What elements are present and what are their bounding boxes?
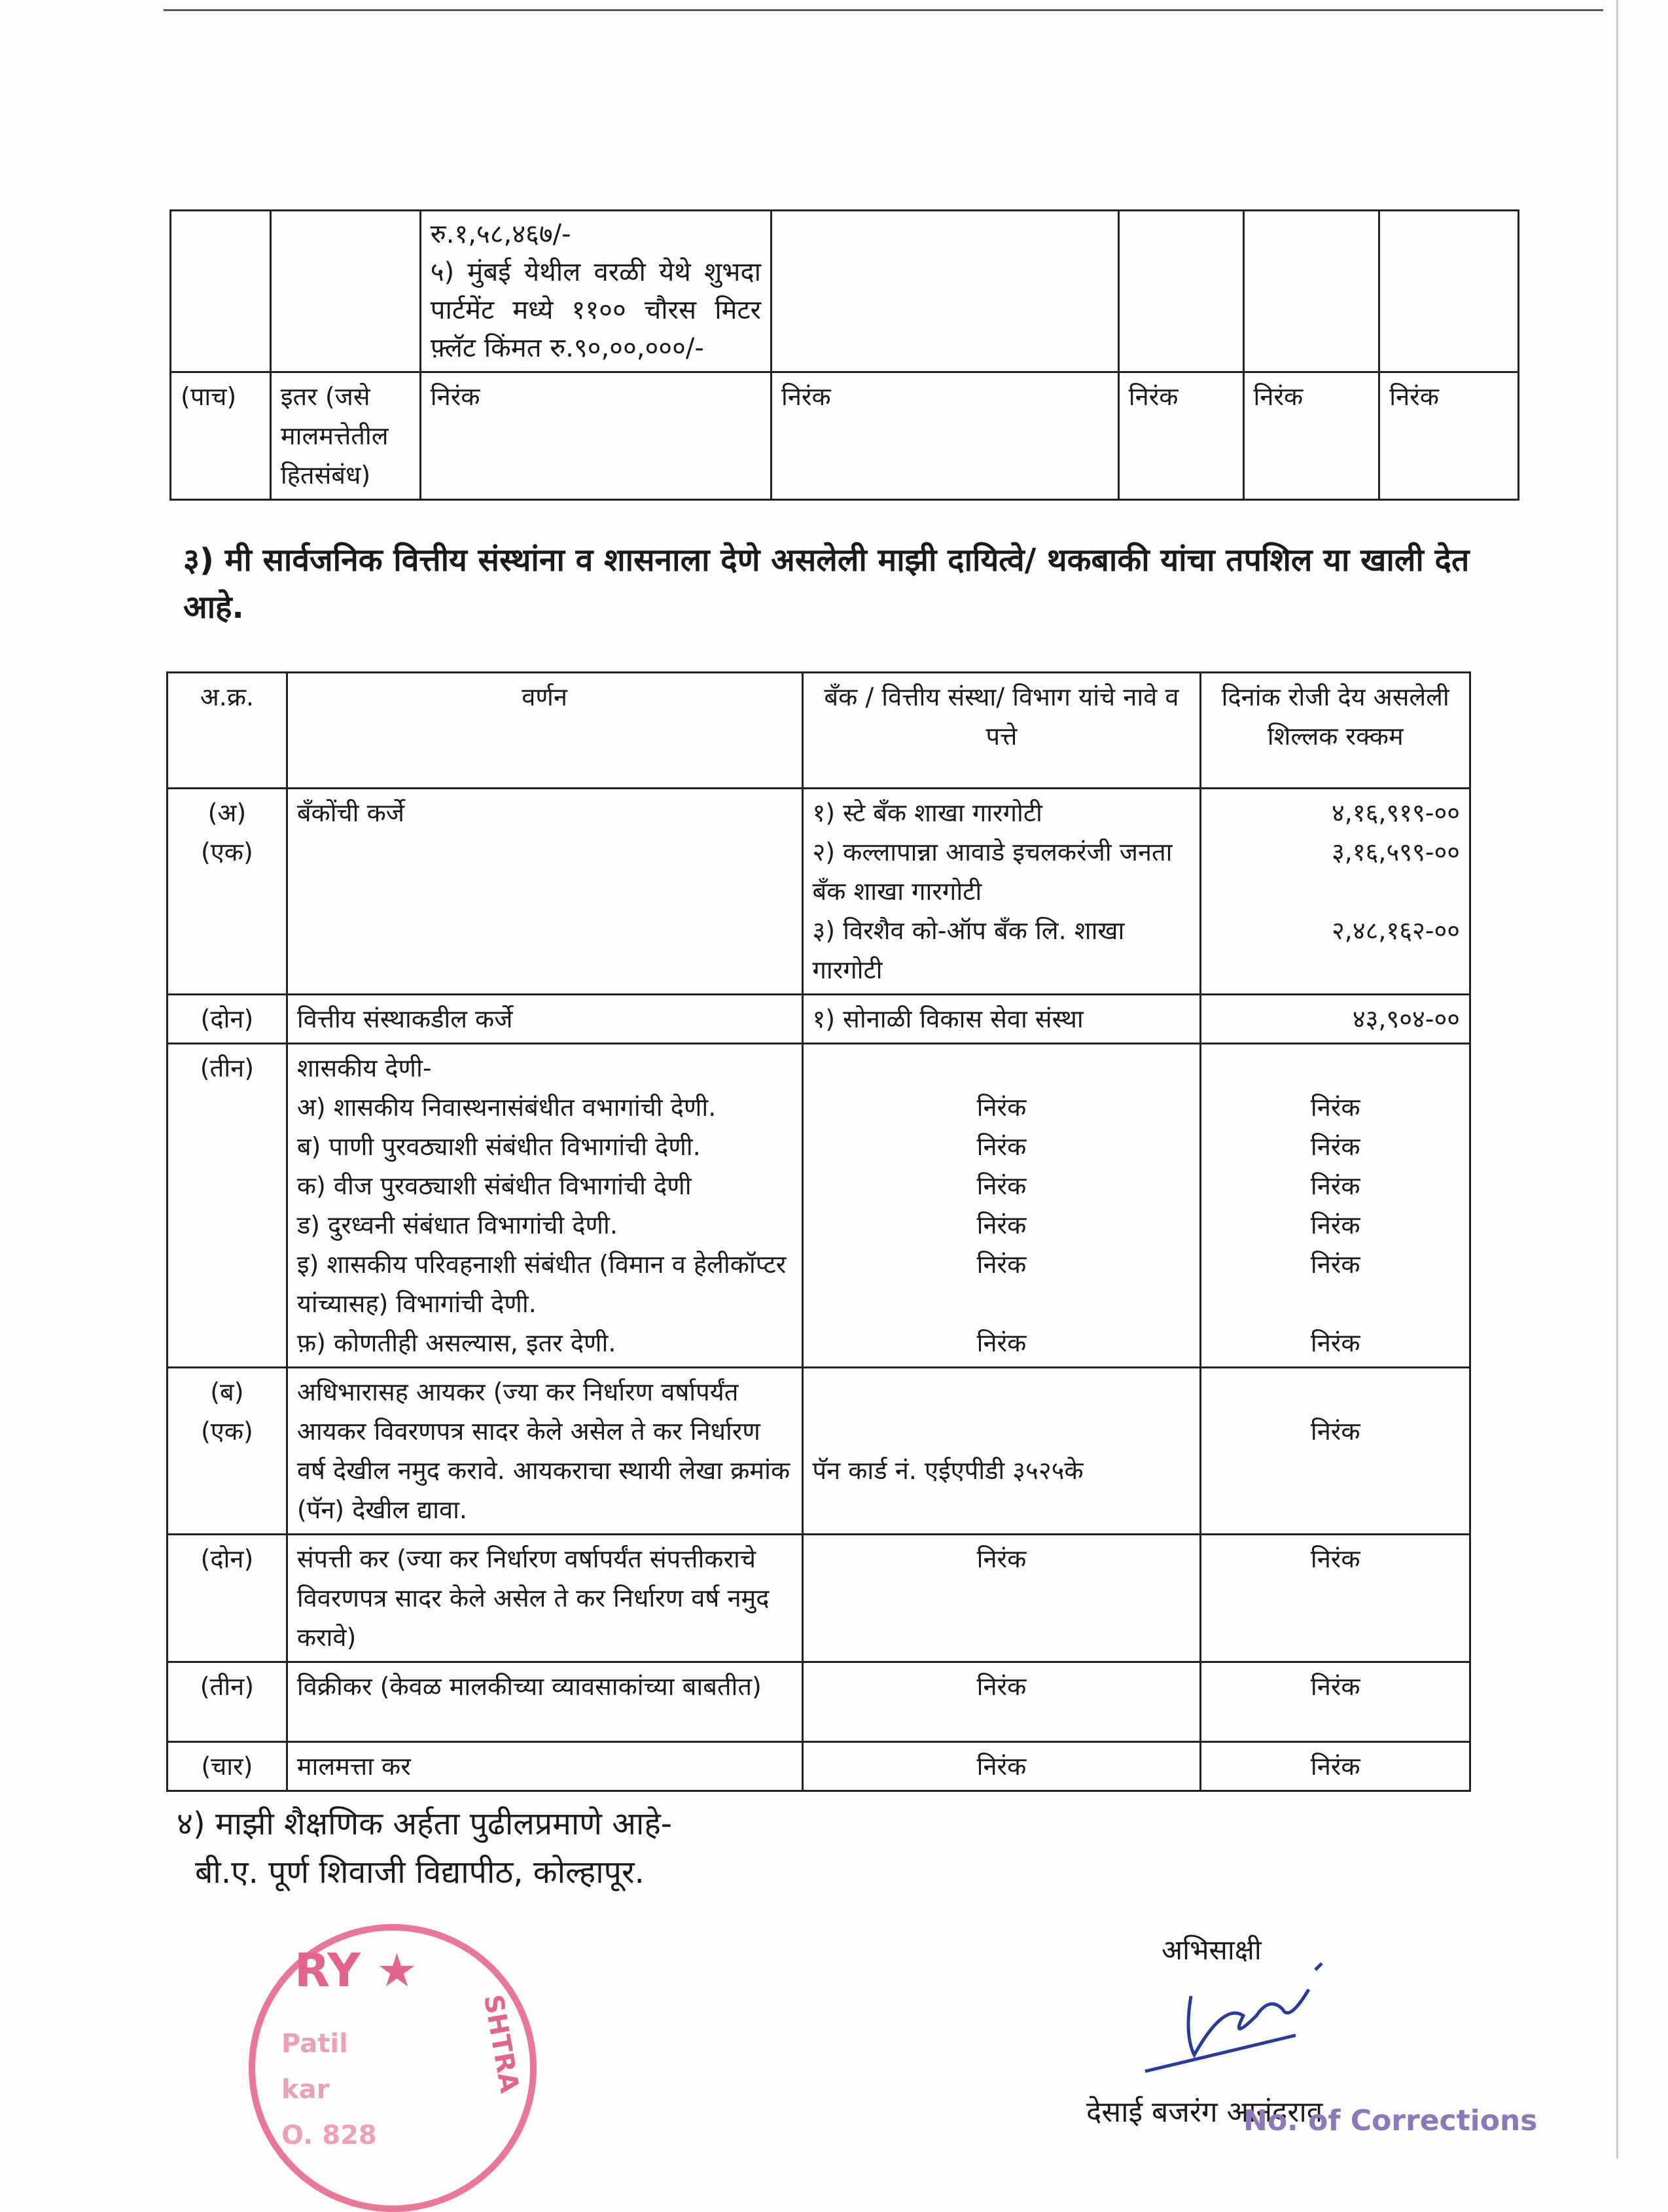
row-number: (ब) (एक) xyxy=(168,1368,287,1535)
nil: निरंक xyxy=(1310,1093,1360,1122)
nil: निरंक xyxy=(976,1132,1027,1161)
education-detail: बी.ए. पूर्ण शिवाजी विद्यापीठ, कोल्हापूर. xyxy=(195,1854,645,1891)
bank: १) स्टे बँक शाखा गारगोटी xyxy=(812,798,1042,827)
header-amount: दिनांक रोजी देय असलेली शिल्लक रक्कम xyxy=(1201,673,1470,789)
bank: निरंक xyxy=(802,1662,1201,1742)
nil: निरंक xyxy=(1310,1329,1360,1357)
table-row xyxy=(168,1368,1470,1535)
cell: निरंक xyxy=(1379,372,1519,500)
nil: निरंक xyxy=(1310,1211,1360,1240)
bank: निरंक xyxy=(802,1535,1201,1662)
asset-description xyxy=(420,211,771,372)
row-description: वित्तीय संस्थाकडील कर्जे xyxy=(287,995,802,1044)
amount: निरंक xyxy=(1201,1742,1470,1791)
section-3-heading: ३) मी सार्वजनिक वित्तीय संस्थांना व शासनाला देणे असलेली माझी दायित्वे/ थकबाकी यांचा तपशिल या खाली देत आहे. xyxy=(183,542,1470,626)
bank: २) कल्लापान्ना आवाडे इचलकरंजी जनता बँक शाखा गारगोटी xyxy=(812,838,1173,906)
table-header-row xyxy=(168,673,1470,789)
table-row xyxy=(168,789,1470,995)
table-row xyxy=(168,1044,1470,1368)
corrections-stamp: No. of Corrections xyxy=(1243,2104,1538,2137)
row-number: (पाच) xyxy=(171,372,271,500)
cell: निरंक xyxy=(1243,372,1379,500)
row-description: विक्रीकर (केवळ मालकीच्या व्यावसाकांच्या बाबतीत) xyxy=(287,1662,802,1742)
amount-values xyxy=(1201,1044,1470,1368)
row-description: अधिभारासह आयकर (ज्या कर निर्धारण वर्षापर्यंत आयकर विवरणपत्र सादर केले असेल ते कर निर्धारण वर्ष देखील नमुद करावे. आयकराचा स्थायी लेखा क्रमांक (पॅन) देखील द्यावा. xyxy=(287,1368,802,1535)
dues-item: अ) शासकीय निवास्थनासंबंधीत वभागांची देणी. xyxy=(296,1093,717,1122)
table-row xyxy=(171,372,1519,500)
table-row xyxy=(168,1662,1470,1742)
nil: निरंक xyxy=(976,1093,1027,1122)
dues-item: ब) पाणी पुरवठ्याशी संबंधीत विभागांची देणी. xyxy=(296,1132,701,1161)
amount-line: रु.१,५८,४६७/- xyxy=(430,219,571,249)
page-right-edge xyxy=(1616,0,1618,2159)
amount: निरंक xyxy=(1201,1662,1470,1742)
nil: निरंक xyxy=(976,1211,1027,1240)
nil: निरंक xyxy=(976,1171,1027,1200)
amount: ३,१६,५९९-०० xyxy=(1332,838,1460,866)
amount: २,४८,१६२-०० xyxy=(1332,916,1460,945)
amount: निरंक xyxy=(1201,1535,1470,1662)
official-stamp: RY ★ Patil kar O. 828 SHTRA xyxy=(249,1924,537,2212)
row-description: मालमत्ता कर xyxy=(287,1742,802,1791)
amount: ४,१६,९१९-०० xyxy=(1332,798,1460,827)
signatory-name: देसाई बजरंग आनंदराव xyxy=(1086,2096,1323,2129)
nil: निरंक xyxy=(1310,1171,1360,1200)
nil: निरंक xyxy=(976,1329,1027,1357)
table-row xyxy=(168,1742,1470,1791)
cell: निरंक xyxy=(1118,372,1243,500)
pan-number: पॅन कार्ड नं. एईएपीडी ३५२५के xyxy=(802,1368,1201,1535)
table-row xyxy=(171,211,1519,372)
table-row xyxy=(168,995,1470,1044)
bank: १) सोनाळी विकास सेवा संस्था xyxy=(802,995,1201,1044)
bank-list xyxy=(802,789,1201,995)
row-number: (चार) xyxy=(168,1742,287,1791)
row-number: (दोन) xyxy=(168,995,287,1044)
row-number: (तीन) xyxy=(168,1044,287,1368)
nil: निरंक xyxy=(1310,1250,1360,1279)
government-dues xyxy=(287,1044,802,1368)
row-description: संपत्ती कर (ज्या कर निर्धारण वर्षापर्यंत संपत्तीकराचे विवरणपत्र सादर केले असेल ते कर निर्धारण वर्ष नमुद करावे) xyxy=(287,1535,802,1662)
amount: निरंक xyxy=(1201,1368,1470,1535)
dues-item: फ़) कोणतीही असल्यास, इतर देणी. xyxy=(296,1329,616,1357)
signature-icon xyxy=(1132,1957,1348,2088)
cell: निरंक xyxy=(420,372,771,500)
bank: निरंक xyxy=(802,1742,1201,1791)
row-description: बँकोंची कर्जे xyxy=(287,789,802,995)
header-bank: बँक / वित्तीय संस्था/ विभाग यांचे नावे व पत्ते xyxy=(802,673,1201,789)
amount-list xyxy=(1201,789,1470,995)
liabilities-table xyxy=(166,671,1471,1792)
bank: ३) विरशैव को-ऑप बँक लि. शाखा गारगोटी xyxy=(812,916,1125,984)
table-row xyxy=(168,1535,1470,1662)
nil: निरंक xyxy=(1310,1132,1360,1161)
cell: निरंक xyxy=(772,372,1119,500)
row-number: (दोन) xyxy=(168,1535,287,1662)
dues-item: ड) दुरध्वनी संबंधात विभागांची देणी. xyxy=(296,1211,618,1240)
header-description: वर्णन xyxy=(287,673,802,789)
dues-item: क) वीज पुरवठ्याशी संबंधीत विभागांची देणी xyxy=(296,1171,692,1200)
assets-table-continued xyxy=(169,209,1519,501)
header-serial: अ.क्र. xyxy=(168,673,287,789)
page-top-edge xyxy=(164,9,1603,11)
dues-title: शासकीय देणी- xyxy=(296,1054,432,1082)
amount: ४३,९०४-०० xyxy=(1201,995,1470,1044)
row-number: (तीन) xyxy=(168,1662,287,1742)
dues-item: इ) शासकीय परिवहनाशी संबंधीत (विमान व हेलीकॉप्टर यांच्यासह) विभागांची देणी. xyxy=(296,1250,787,1318)
witness-label: अभिसाक्षी xyxy=(1162,1934,1262,1966)
bank-values xyxy=(802,1044,1201,1368)
nil: निरंक xyxy=(976,1250,1027,1279)
section-4-education xyxy=(177,1800,672,1897)
row-label: इतर (जसे मालमत्तेतील हितसंबंध) xyxy=(270,372,420,500)
row-number: (अ) (एक) xyxy=(168,789,287,995)
flat-line: ५) मुंबई येथील वरळी येथे शुभदा पार्टमेंट मध्ये ११०० चौरस मिटर फ़्लॅट किंमत रु.९०,००,०००/- xyxy=(430,257,761,363)
education-heading: ४) माझी शैक्षणिक अर्हता पुढीलप्रमाणे आहे- xyxy=(177,1806,673,1842)
